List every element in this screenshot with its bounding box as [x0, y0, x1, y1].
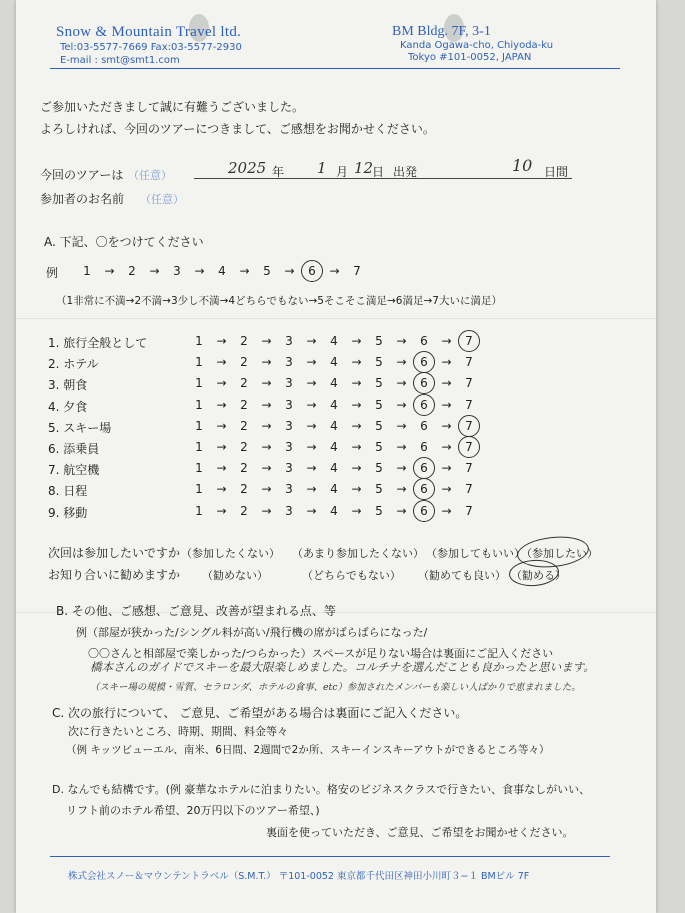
rating-item-2-option-1[interactable]: 1 — [195, 355, 203, 370]
rating-item-8-option-2[interactable]: 2 — [240, 482, 248, 497]
rating-item-7-selection-circle — [413, 457, 435, 479]
rating-item-9-option-1[interactable]: 1 — [195, 503, 203, 518]
rating-item-1-option-5[interactable]: 5 — [375, 334, 383, 348]
rating-item-4-option-5[interactable]: 5 — [375, 397, 383, 412]
tour-optional: （任意） — [128, 169, 172, 182]
tour-day[interactable]: 12 — [354, 159, 374, 177]
scale-arrow: → — [441, 482, 452, 497]
scale-arrow: → — [306, 461, 317, 476]
example-option-7: 7 — [353, 264, 361, 278]
scale-arrow: → — [351, 440, 362, 454]
example-label: 例 — [46, 266, 59, 280]
scale-arrow: → — [261, 482, 272, 497]
section-d-line-3: 裏面を使っていただき、ご意見、ご希望をお聞かせください。 — [266, 826, 574, 839]
scale-arrow: → — [396, 376, 407, 391]
tour-year[interactable]: 2025 — [228, 159, 267, 177]
rating-item-6-option-5[interactable]: 5 — [375, 440, 383, 454]
scale-arrow: → — [149, 264, 160, 278]
header-rule — [50, 68, 620, 69]
scale-arrow: → — [239, 264, 250, 278]
intro-line-2: よろしければ、今回のツアーにつきまして、ご感想をお聞かせください。 — [40, 122, 435, 136]
rating-item-4-option-7[interactable]: 7 — [465, 397, 473, 412]
rating-legend: （1非常に不満→2不満→3少し不満→4どちらでもない→5そこそこ満足→6満足→7大いに満足） — [56, 295, 502, 307]
rating-item-label: 5. スキー場 — [48, 420, 112, 435]
feedback-handwritten-2[interactable]: （スキー場の規模・雪質、セラロンダ、ホテルの食事、etc）参加されたメンバーも楽しい人ばかりで恵まれました。 — [90, 682, 581, 693]
scale-arrow: → — [216, 397, 227, 412]
rating-item-2-option-3[interactable]: 3 — [285, 355, 293, 370]
rating-item-label: 2. ホテル — [48, 357, 99, 372]
scale-arrow: → — [306, 482, 317, 497]
scale-arrow: → — [306, 503, 317, 518]
scale-arrow: → — [396, 418, 407, 433]
scale-arrow: → — [306, 355, 317, 370]
rating-item-3-option-4[interactable]: 4 — [330, 376, 338, 391]
tour-month-unit: 月 — [336, 165, 349, 179]
rating-item-7-option-2[interactable]: 2 — [240, 461, 248, 476]
example-selection-circle — [301, 260, 323, 282]
scale-arrow: → — [441, 376, 452, 391]
rating-item-9-option-7[interactable]: 7 — [465, 503, 473, 518]
scale-arrow: → — [441, 334, 452, 348]
scale-arrow: → — [441, 461, 452, 476]
scale-arrow: → — [396, 440, 407, 454]
section-d-line-1: D. なんでも結構です。(例 豪華なホテルに泊まりたい。格安のビジネスクラスで行きたい、食事なしがいい、 — [52, 783, 591, 796]
scale-arrow: → — [216, 355, 227, 370]
rating-item-9-option-5[interactable]: 5 — [375, 503, 383, 518]
section-b-example-2: 〇〇さんと相部屋で楽しかった/つらかった）スペースが足りない場合は裏面にご記入ください — [88, 647, 554, 660]
section-a-title: A. 下記、〇をつけてください — [44, 235, 204, 249]
example-option-2: 2 — [128, 264, 136, 278]
scale-arrow: → — [351, 334, 362, 348]
rating-item-7-option-4[interactable]: 4 — [330, 461, 338, 476]
rating-item-8-option-7[interactable]: 7 — [465, 482, 473, 497]
rating-item-2-selection-circle — [413, 351, 435, 373]
rating-item-4-option-6[interactable]: 6 — [417, 398, 431, 412]
rating-item-9-selection-circle — [413, 500, 435, 522]
rating-scale — [192, 376, 476, 390]
address-line-2: Kanda Ogawa-cho, Chiyoda-ku — [400, 40, 554, 51]
fold-line — [16, 318, 656, 319]
scale-arrow: → — [441, 355, 452, 370]
rating-item-8-option-5[interactable]: 5 — [375, 482, 383, 497]
scale-arrow: → — [261, 355, 272, 370]
rating-item-1-option-1[interactable]: 1 — [195, 334, 203, 348]
rating-item-6-option-6[interactable]: 6 — [420, 440, 428, 454]
tour-year-unit: 年 — [272, 165, 285, 179]
scale-arrow: → — [284, 264, 295, 278]
rating-scale — [192, 504, 476, 518]
rating-item-8-selection-circle — [413, 478, 435, 500]
example-option-3: 3 — [173, 264, 181, 278]
rating-item-9-option-4[interactable]: 4 — [330, 503, 338, 518]
rating-item-4-option-1[interactable]: 1 — [195, 397, 203, 412]
scale-arrow: → — [216, 440, 227, 454]
rating-scale — [192, 334, 476, 348]
scale-arrow: → — [216, 503, 227, 518]
scale-arrow: → — [261, 376, 272, 391]
scale-arrow: → — [261, 397, 272, 412]
rating-item-7-option-7[interactable]: 7 — [465, 461, 473, 476]
rating-item-3-option-6[interactable]: 6 — [417, 376, 431, 390]
recommend-selection-circle — [508, 558, 560, 587]
tour-days-unit: 日間 — [544, 165, 569, 179]
example-option-1: 1 — [83, 264, 91, 278]
section-c-line-2: （例 キッツビューエル、南米、6日間、2週間で2か所、スキーインスキーアウトができるところ等々） — [66, 744, 550, 756]
scale-arrow: → — [216, 418, 227, 433]
attend-option-1[interactable]: （参加したくない） — [181, 547, 280, 560]
company-email: E-mail : smt@smt1.com — [60, 55, 180, 66]
rating-item-2-option-2[interactable]: 2 — [240, 355, 248, 370]
rating-item-6-option-4[interactable]: 4 — [330, 440, 338, 454]
attend-option-3[interactable]: （参加してもいい） — [426, 547, 525, 560]
rating-scale — [192, 461, 476, 475]
rating-item-label: 6. 添乗員 — [48, 442, 100, 456]
scale-arrow: → — [216, 482, 227, 497]
rating-item-1-option-2[interactable]: 2 — [240, 334, 248, 348]
scale-arrow: → — [351, 503, 362, 518]
rating-item-6-selection-circle — [458, 436, 480, 458]
tour-days[interactable]: 10 — [512, 156, 533, 175]
scale-arrow: → — [396, 334, 407, 348]
rating-item-8-option-3[interactable]: 3 — [285, 482, 293, 497]
rating-item-9-option-3[interactable]: 3 — [285, 503, 293, 518]
rating-scale — [192, 440, 476, 454]
rating-item-5-option-3[interactable]: 3 — [285, 418, 293, 433]
scale-arrow: → — [104, 264, 115, 278]
recommend-option-4[interactable]: （勧める） — [511, 569, 566, 582]
rating-scale — [192, 398, 476, 412]
scale-arrow: → — [261, 503, 272, 518]
example-option-6: 6 — [305, 264, 319, 278]
rating-scale — [192, 482, 476, 496]
scale-arrow: → — [261, 334, 272, 348]
footer-rule — [50, 856, 610, 857]
example-option-5: 5 — [263, 264, 271, 278]
scale-arrow: → — [396, 482, 407, 497]
rating-item-3-option-1[interactable]: 1 — [195, 376, 203, 391]
company-name: Snow & Mountain Travel ltd. — [56, 24, 242, 40]
rating-item-5-option-6[interactable]: 6 — [420, 418, 428, 433]
scale-arrow: → — [396, 503, 407, 518]
rating-item-7-option-5[interactable]: 5 — [375, 461, 383, 476]
rating-item-8-option-6[interactable]: 6 — [417, 482, 431, 496]
scale-arrow: → — [194, 264, 205, 278]
rating-scale — [192, 419, 476, 433]
rating-item-7-option-3[interactable]: 3 — [285, 461, 293, 476]
scale-arrow: → — [351, 418, 362, 433]
rating-item-1-option-7[interactable]: 7 — [462, 334, 476, 348]
scale-arrow: → — [351, 376, 362, 391]
rating-item-5-option-2[interactable]: 2 — [240, 418, 248, 433]
rating-item-label: 4. 夕食 — [48, 399, 88, 414]
rating-item-6-option-7[interactable]: 7 — [462, 440, 476, 454]
section-d-line-2: リフト前のホテル希望、20万円以下のツアー希望、) — [66, 804, 320, 817]
scale-arrow: → — [261, 418, 272, 433]
scale-arrow: → — [441, 397, 452, 412]
rating-item-9-option-2[interactable]: 2 — [240, 503, 248, 518]
rating-item-2-option-7[interactable]: 7 — [465, 355, 473, 370]
rating-item-7-option-6[interactable]: 6 — [417, 461, 431, 475]
rating-item-8-option-1[interactable]: 1 — [195, 482, 203, 497]
address-line-3: Tokyo #101-0052, JAPAN — [408, 52, 532, 63]
scale-arrow: → — [441, 440, 452, 454]
rating-item-label: 9. 移動 — [48, 505, 88, 520]
rating-item-6-option-3[interactable]: 3 — [285, 440, 293, 454]
tour-day-unit: 日 — [372, 165, 385, 179]
feedback-handwritten-1[interactable]: 橋本さんのガイドでスキーを最大限楽しめました。コルチナを選んだことも良かったと思います。 — [90, 660, 595, 674]
rating-item-5-selection-circle — [458, 415, 480, 437]
scale-arrow: → — [351, 355, 362, 370]
rating-item-4-option-4[interactable]: 4 — [330, 397, 338, 412]
recommend-question: お知り合いに勧めますか — [48, 568, 181, 582]
rating-item-7-option-1[interactable]: 1 — [195, 461, 203, 476]
attend-option-4[interactable]: （参加したい） — [521, 547, 598, 560]
recommend-option-2[interactable]: （どちらでもない） — [302, 569, 401, 582]
rating-item-5-option-4[interactable]: 4 — [330, 418, 338, 433]
scale-arrow: → — [351, 397, 362, 412]
scale-arrow: → — [441, 503, 452, 518]
rating-item-5-option-5[interactable]: 5 — [375, 418, 383, 433]
scale-arrow: → — [261, 461, 272, 476]
rating-item-label: 3. 朝食 — [48, 378, 88, 393]
participant-name-optional: （任意） — [140, 193, 184, 206]
rating-item-1-option-4[interactable]: 4 — [330, 334, 338, 348]
rating-item-3-selection-circle — [413, 372, 435, 394]
tour-month[interactable]: 1 — [317, 159, 327, 177]
rating-item-3-option-3[interactable]: 3 — [285, 376, 293, 391]
rating-item-3-option-5[interactable]: 5 — [375, 376, 383, 391]
footer-address: 株式会社スノー＆マウンテントラベル（S.M.T.） 〒101-0052 東京都千代田区神田小川町３−１ BMビル 7F — [68, 871, 530, 882]
intro-line-1: ご参加いただきまして誠に有難うございました。 — [40, 100, 305, 114]
scale-arrow: → — [351, 461, 362, 476]
scale-arrow: → — [396, 355, 407, 370]
company-phone: Tel:03-5577-7669 Fax:03-5577-2930 — [60, 42, 242, 53]
participant-name-label: 参加者のお名前 — [40, 192, 125, 206]
rating-item-8-option-4[interactable]: 4 — [330, 482, 338, 497]
rating-item-1-selection-circle — [458, 330, 480, 352]
section-b-example-1: 例（部屋が狭かった/シングル料が高い/飛行機の席がばらばらになった/ — [76, 626, 428, 639]
example-scale — [80, 264, 364, 278]
scale-arrow: → — [261, 440, 272, 454]
rating-item-2-option-4[interactable]: 4 — [330, 355, 338, 370]
rating-item-6-option-1[interactable]: 1 — [195, 440, 203, 454]
rating-item-4-option-2[interactable]: 2 — [240, 397, 248, 412]
scale-arrow: → — [441, 418, 452, 433]
rating-scale — [192, 355, 476, 369]
rating-item-5-option-1[interactable]: 1 — [195, 418, 203, 433]
scale-arrow: → — [216, 461, 227, 476]
scale-arrow: → — [329, 264, 340, 278]
rating-item-1-option-3[interactable]: 3 — [285, 334, 293, 348]
scale-arrow: → — [306, 397, 317, 412]
scale-arrow: → — [306, 376, 317, 391]
rating-item-2-option-6[interactable]: 6 — [417, 355, 431, 369]
rating-item-9-option-6[interactable]: 6 — [417, 504, 431, 518]
scale-arrow: → — [216, 334, 227, 348]
scale-arrow: → — [216, 376, 227, 391]
scale-arrow: → — [396, 397, 407, 412]
section-c-line-1: 次に行きたいところ、時期、期間、料金等々 — [68, 725, 288, 738]
rating-item-3-option-2[interactable]: 2 — [240, 376, 248, 391]
rating-item-3-option-7[interactable]: 7 — [465, 376, 473, 391]
rating-item-1-option-6[interactable]: 6 — [420, 334, 428, 348]
address-line-1: BM Bldg. 7F, 3-1 — [392, 24, 491, 39]
rating-item-label: 8. 日程 — [48, 484, 88, 499]
scale-arrow: → — [306, 334, 317, 348]
rating-item-5-option-7[interactable]: 7 — [462, 419, 476, 433]
scale-arrow: → — [306, 440, 317, 454]
rating-item-6-option-2[interactable]: 2 — [240, 440, 248, 454]
tour-depart: 出発 — [393, 165, 418, 179]
rating-item-4-option-3[interactable]: 3 — [285, 397, 293, 412]
recommend-option-1[interactable]: （勧めない） — [202, 569, 268, 582]
scale-arrow: → — [351, 482, 362, 497]
rating-item-label: 7. 航空機 — [48, 463, 100, 478]
attend-next-question: 次回は参加したいですか — [48, 546, 181, 560]
survey-sheet — [16, 0, 656, 913]
tour-label: 今回のツアーは — [40, 168, 124, 182]
recommend-option-3[interactable]: （勧めても良い） — [418, 569, 506, 582]
scale-arrow: → — [306, 418, 317, 433]
section-b-title: B. その他、ご感想、ご意見、改善が望まれる点、等 — [56, 604, 336, 618]
section-c-title: C. 次の旅行について、 ご意見、ご希望がある場合は裏面にご記入ください。 — [52, 706, 468, 720]
example-option-4: 4 — [218, 264, 226, 278]
rating-item-4-selection-circle — [413, 394, 435, 416]
scale-arrow: → — [396, 461, 407, 476]
rating-item-label: 1. 旅行全般として — [48, 336, 148, 350]
attend-option-2[interactable]: （あまり参加したくない） — [292, 547, 424, 560]
rating-item-2-option-5[interactable]: 5 — [375, 355, 383, 370]
